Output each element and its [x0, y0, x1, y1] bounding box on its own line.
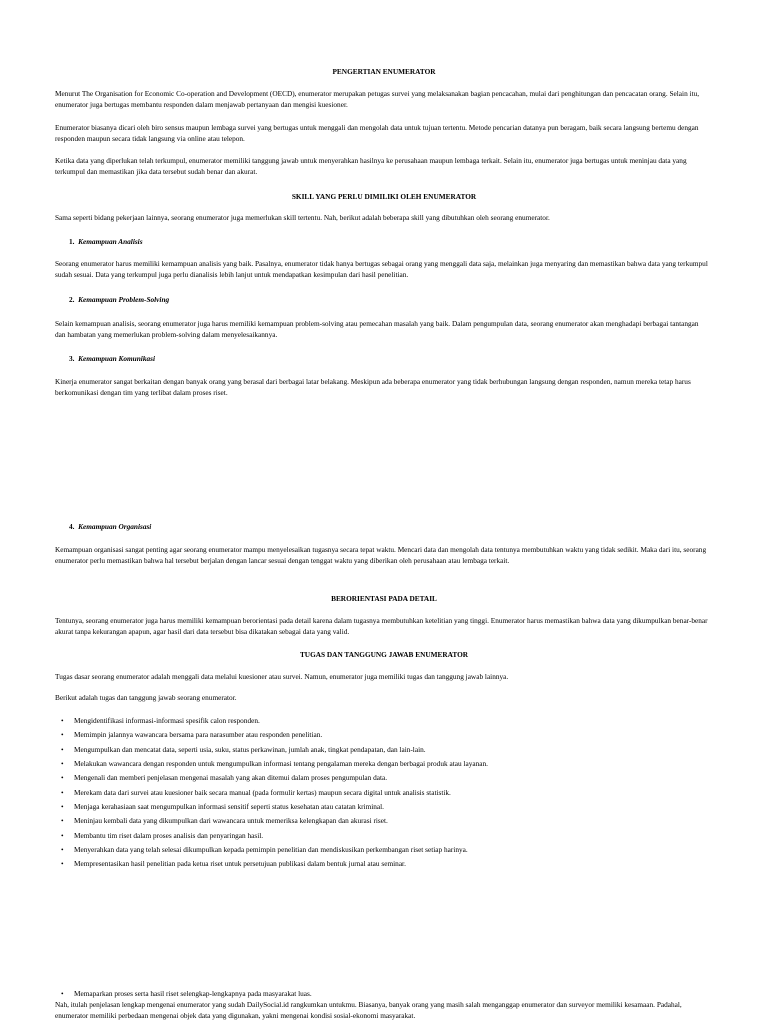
list-item: • Mengenali dan memberi penjelasan mengenai masalah yang akan ditemui dalam proses pengumpulan data. [55, 772, 715, 786]
intro-paragraph-2: Enumerator biasanya dicari oleh biro sensus maupun lembaga survei yang bertugas untuk menggali dan mengolah data untuk tujuan tertentu. Metode pencarian datanya pun beragam, baik secara langsung bertemu dengan responden maupun secara tidak langsung via online atau telepon. [55, 123, 699, 144]
page-title: PENGERTIAN ENUMERATOR [332, 67, 436, 76]
list-item: • Menjaga kerahasiaan saat mengumpulkan informasi sensitif seperti status kesehatan atau catatan kriminal. [55, 801, 715, 815]
intro-paragraph-3: Ketika data yang diperlukan telah terkumpul, enumerator memiliki tanggung jawab untuk menyerahkan hasilnya ke perusahaan maupun lembaga terkait. Selain itu, enumerator juga bertugas untuk meninjau data yang terkumpul dan memastikan jika data tersebut sudah benar dan akurat. [55, 156, 687, 177]
skills-heading: SKILL YANG PERLU DIMILIKI OLEH ENUMERATOR [291, 192, 477, 201]
skill-heading-2 [69, 295, 169, 304]
detail-heading: BERORIENTASI PADA DETAIL [331, 594, 437, 603]
skill-text-1: Seorang enumerator harus memiliki kemampuan analisis yang baik. Pasalnya, enumerator tidak hanya bertugas sebagai orang yang menggali data saja, melainkan juga menyaring dan memastikan bahwa data yang terkumpul sudah sesuai. Data yang terkumpul juga perlu dianalisis lebih lanjut untuk mendapatkan kesimpulan dari hasil penelitian. [55, 259, 708, 280]
duties-heading: TUGAS DAN TANGGUNG JAWAB ENUMERATOR [299, 650, 469, 659]
skill-title: Kemampuan Komunikasi [78, 354, 155, 363]
list-item: • Menyerahkan data yang telah selesai dikumpulkan kepada pemimpin penelitian dan mendiskusikan perkembangan riset setiap harinya. [55, 844, 715, 858]
list-item: • Memimpin jalannya wawancara bersama para narasumber atau responden penelitian. [55, 729, 715, 743]
skill-number: 4. [69, 522, 75, 531]
skill-text-2: Selain kemampuan analisis, seorang enumerator juga harus memiliki kemampuan problem-solving atau pemecahan masalah yang baik. Dalam pengumpulan data, seorang enumerator akan menghadapi berbagai tantangan dan hambatan yang memerlukan problem-solving dalam menyelesaikannya. [55, 319, 699, 340]
list-item: • Melakukan wawancara dengan responden untuk mengumpulkan informasi tentang pengalaman mereka dengan berbagai produk atau layanan. [55, 758, 715, 772]
list-item: • Mengumpulkan dan mencatat data, seperti usia, suku, status perkawinan, jumlah anak, tingkat pendapatan, dan lain-lain. [55, 744, 715, 758]
skill-number: 3. [69, 354, 75, 363]
closing-paragraph: Nah, itulah penjelasan lengkap mengenai enumerator yang sudah DailySocial.id rangkumkan untukmu. Biasanya, banyak orang yang masih salah menganggap enumerator dan surveyor memiliki kesamaan. Padahal, enumerator memiliki perbedaan mengenai objek data yang digunakan, yakni mengenai kondisi sosial-ekonomi masyarakat. [55, 1000, 682, 1021]
skill-heading-1 [69, 237, 143, 246]
list-item: • Membantu tim riset dalam proses analisis dan penyaringan hasil. [55, 830, 715, 844]
detail-text: Tentunya, seorang enumerator juga harus memiliki kemampuan berorientasi pada detail karena dalam tugasnya membutuhkan ketelitian yang tinggi. Enumerator harus memastikan bahwa data yang dikumpulkan benar-benar akurat tanpa kekurangan apapun, agar hasil dari data tersebut bisa dikatakan sebagai data yang valid. [55, 616, 708, 637]
skill-heading-3 [69, 354, 155, 363]
skill-heading-4 [69, 522, 151, 531]
skill-title: Kemampuan Problem-Solving [78, 295, 170, 304]
skill-title: Kemampuan Organisasi [78, 522, 152, 531]
skill-text-3: Kinerja enumerator sangat berkaitan dengan banyak orang yang berasal dari berbagai latar belakang. Meskipun ada beberapa enumerator yang tidak berhubungan langsung dengan responden, namun mereka tetap harus berkomunikasi dengan tim yang terlibat dalam proses riset. [55, 377, 691, 398]
skills-intro: Sama seperti bidang pekerjaan lainnya, seorang enumerator juga memerlukan skill tertentu. Nah, berikut adalah beberapa skill yang dibutuhkan oleh seorang enumerator. [55, 213, 550, 222]
duties-intro: Tugas dasar seorang enumerator adalah menggali data melalui kuesioner atau survei. Namun, enumerator juga memiliki tugas dan tanggung jawab lainnya. [55, 672, 509, 681]
list-item: • Memaparkan proses serta hasil riset selengkap-lengkapnya pada masyarakat luas. [55, 988, 715, 1002]
list-item: • Meninjau kembali data yang dikumpulkan dari wawancara untuk memeriksa kelengkapan dan akurasi riset. [55, 815, 715, 829]
intro-paragraph-1: Menurut The Organisation for Economic Co-operation and Development (OECD), enumerator merupakan petugas survei yang melaksanakan bagian pencacahan, mulai dari penghitungan dan pencacatan orang. Selain itu, enumerator juga bertugas membantu responden dalam menjawab pertanyaan dan mengisi kuesioner. [55, 89, 700, 110]
skill-number: 1. [69, 237, 75, 246]
list-item: • Mengidentifikasi informasi-informasi spesifik calon responden. [55, 715, 715, 729]
list-item: • Merekam data dari survei atau kuesioner baik secara manual (pada formulir kertas) maupun secara digital untuk analisis statistik. [55, 787, 715, 801]
list-item: • Mempresentasikan hasil penelitian pada ketua riset untuk persetujuan publikasi dalam bentuk jurnal atau seminar. [55, 858, 715, 872]
skill-text-4: Kemampuan organisasi sangat penting agar seorang enumerator mampu menyelesaikan tugasnya secara tepat waktu. Mencari data dan mengolah data tentunya membutuhkan waktu yang tidak sedikit. Maka dari itu, seorang enumerator perlu memastikan bahwa hal tersebut berjalan dengan lancar sesuai dengan tenggat waktu yang diberikan oleh perusahaan atau lembaga terkait. [55, 545, 707, 566]
skill-title: Kemampuan Analisis [78, 237, 143, 246]
duties-list [55, 715, 715, 873]
skill-number: 2. [69, 295, 75, 304]
duties-lead: Berikut adalah tugas dan tanggung jawab seorang enumerator. [55, 693, 237, 702]
